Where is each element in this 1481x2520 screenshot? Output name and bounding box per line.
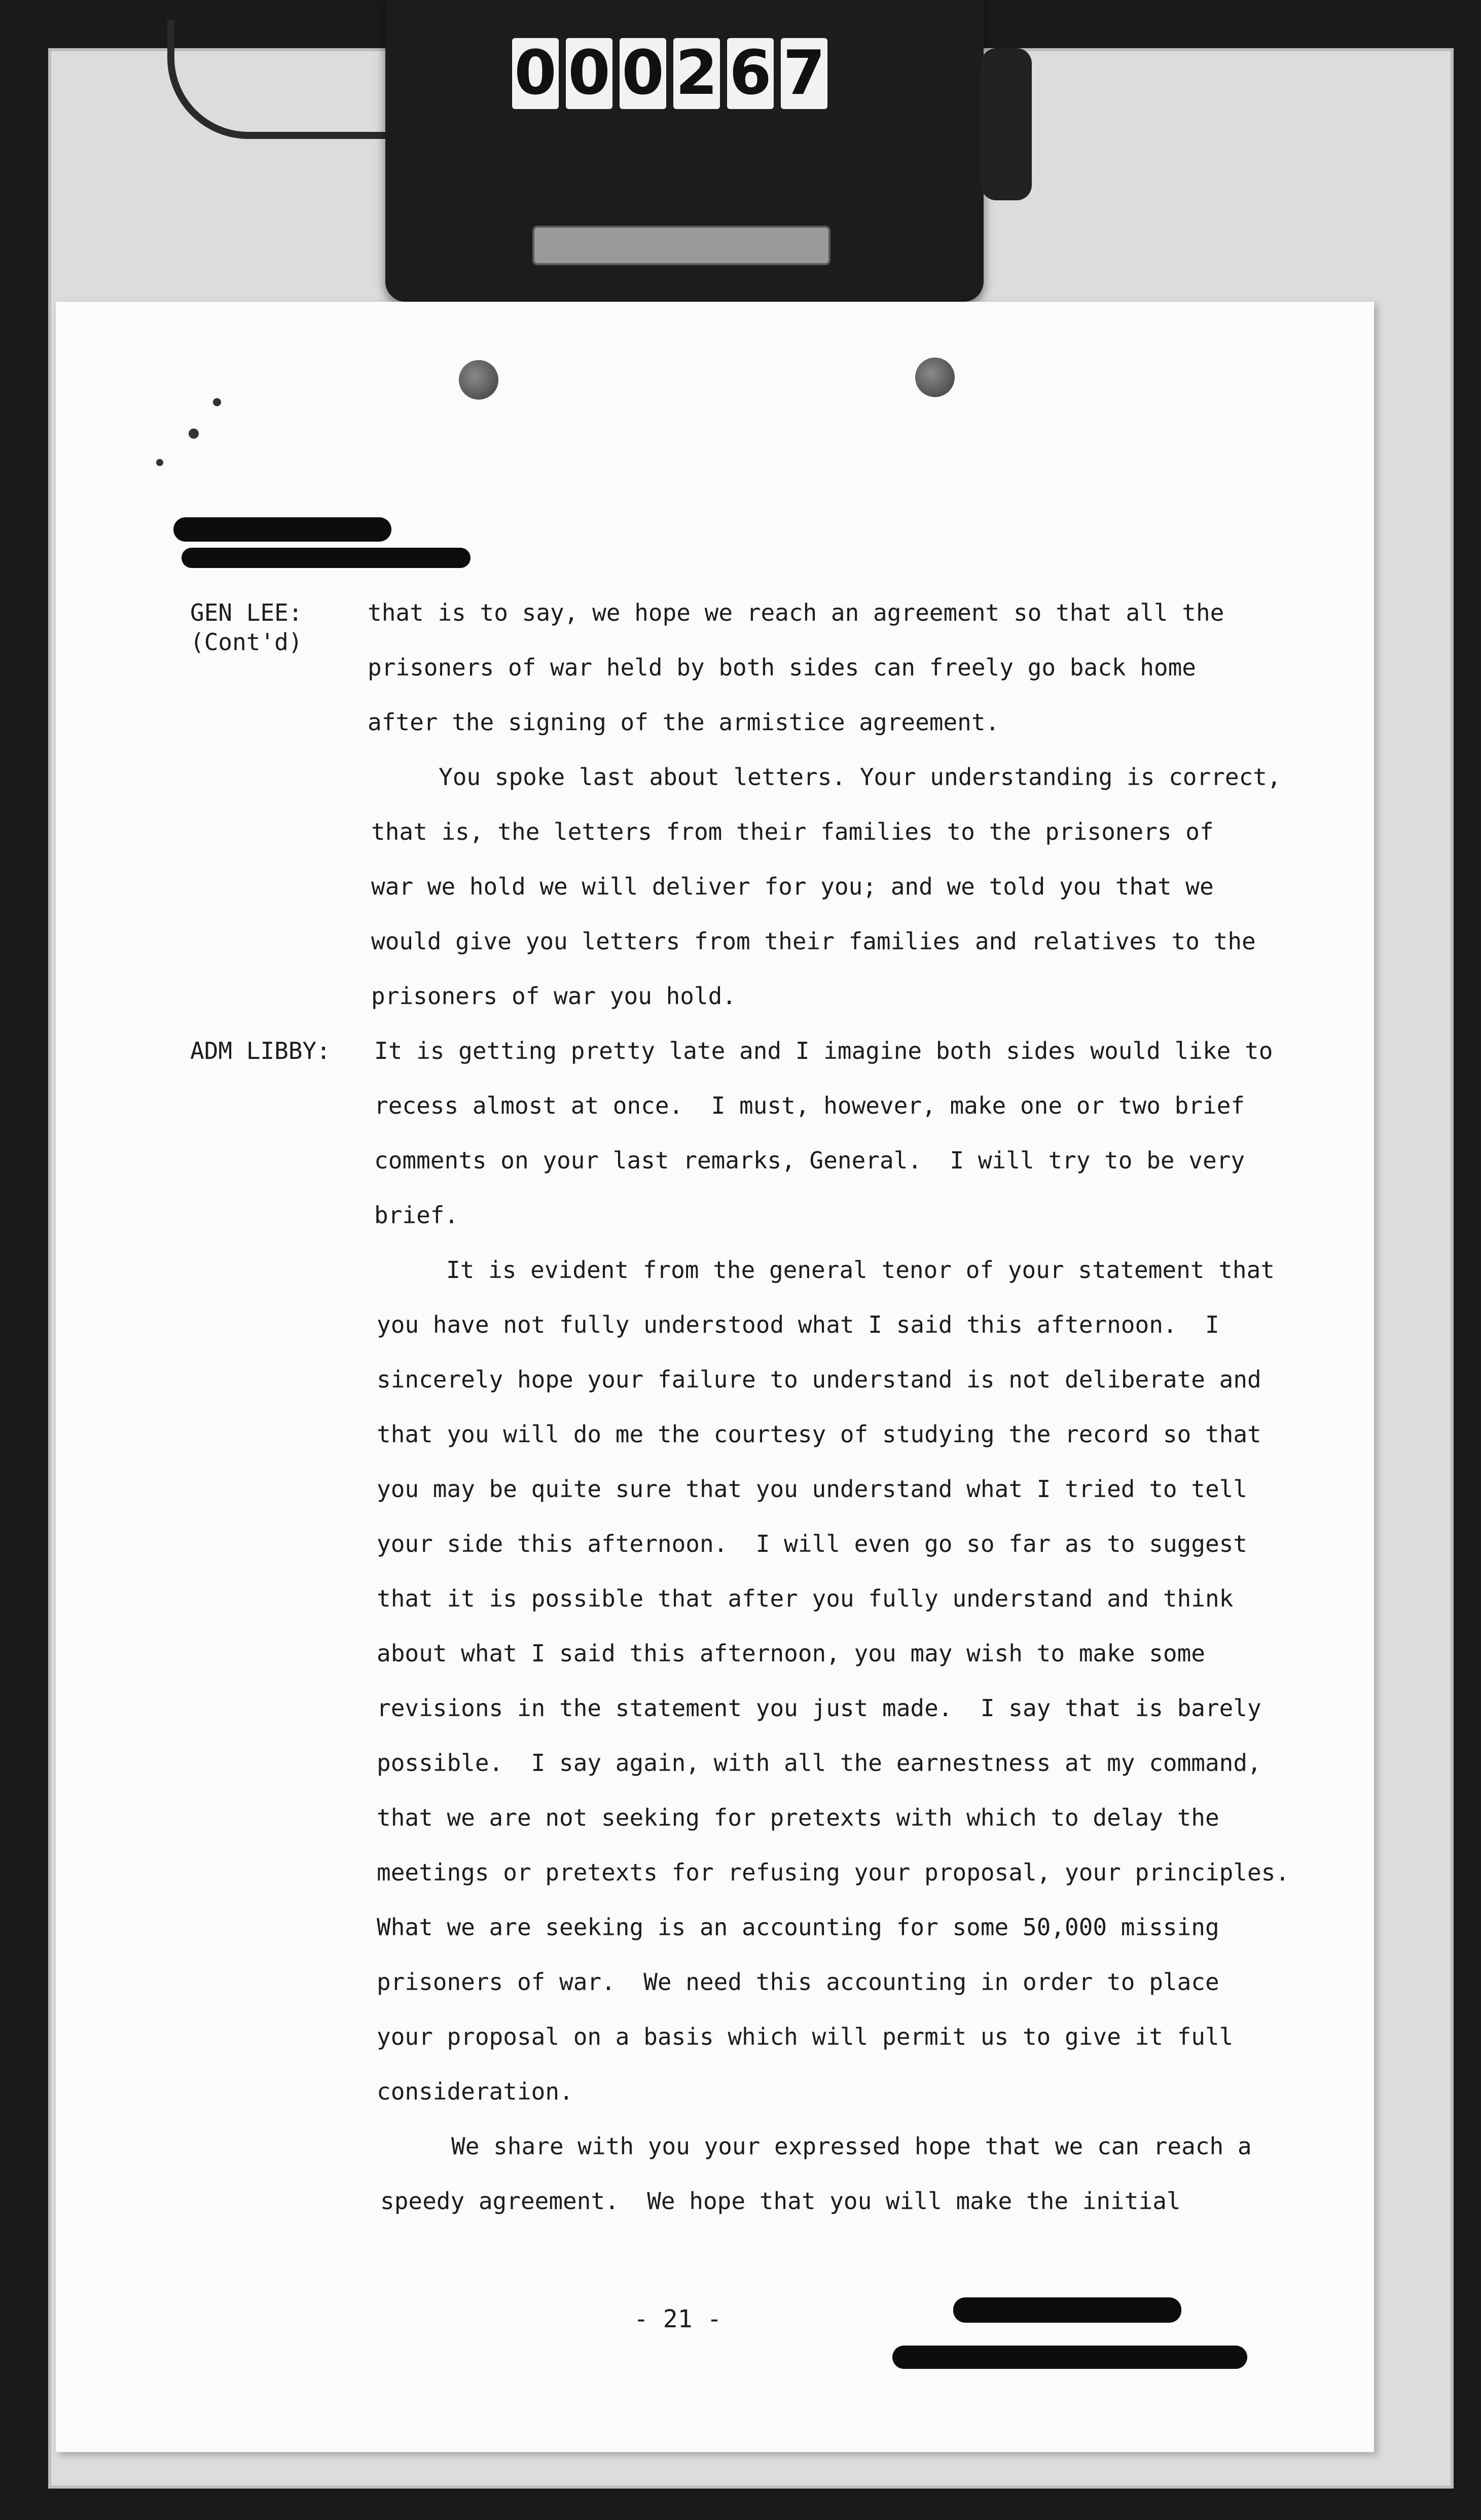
text-line: What we are seeking is an accounting for some 50,000 missing (377, 1913, 1219, 1941)
text-line: that we are not seeking for pretexts with which to delay the (377, 1804, 1219, 1831)
counter-digit: 0 (512, 38, 559, 109)
text-line: after the signing of the armistice agreement. (368, 708, 1000, 736)
speck (156, 459, 163, 466)
text-line: that it is possible that after you fully understand and think (377, 1585, 1234, 1612)
text-line: that you will do me the courtesy of studying the record so that (377, 1421, 1261, 1448)
counter-cable (167, 20, 408, 139)
text-line: revisions in the statement you just made. I say that is barely (377, 1694, 1261, 1722)
text-line: brief. (374, 1201, 459, 1229)
text-line: about what I said this afternoon, you may wish to make some (377, 1640, 1205, 1667)
punch-hole (459, 360, 498, 400)
text-line: recess almost at once. I must, however, make one or two brief (374, 1092, 1245, 1119)
text-line: sincerely hope your failure to understand is not deliberate and (377, 1366, 1261, 1393)
text-line: It is evident from the general tenor of your statement that (446, 1256, 1275, 1284)
counter-digit: 0 (566, 38, 612, 109)
text-line: possible. I say again, with all the earnestness at my command, (377, 1749, 1261, 1777)
redaction-bar (173, 517, 391, 542)
counter-digit: 0 (620, 38, 666, 109)
text-line: consideration. (377, 2078, 573, 2105)
page-number: - 21 - (634, 2305, 722, 2333)
document-page (56, 302, 1374, 2452)
speaker-label-adm-libby: ADM LIBBY: (190, 1037, 331, 1064)
speck (213, 398, 221, 406)
text-line: war we hold we will deliver for you; and we told you that we (371, 873, 1214, 900)
text-line: would give you letters from their families and relatives to the (371, 928, 1256, 955)
speaker-label-gen-lee: GEN LEE: (190, 599, 303, 626)
redaction-bar (953, 2297, 1181, 2323)
counter-plate (532, 226, 830, 265)
text-line: comments on your last remarks, General. I will try to be very (374, 1147, 1245, 1174)
counter-knob (981, 48, 1032, 200)
text-line: that is to say, we hope we reach an agreement so that all the (368, 599, 1224, 626)
text-line: We share with you your expressed hope that we can reach a (451, 2133, 1252, 2160)
text-line: you have not fully understood what I said this afternoon. I (377, 1311, 1219, 1338)
text-line: that is, the letters from their families to the prisoners of (371, 818, 1214, 845)
speaker-label-contd: (Cont'd) (190, 628, 303, 656)
text-line: speedy agreement. We hope that you will make the initial (380, 2187, 1181, 2215)
redaction-bar (892, 2346, 1247, 2369)
text-line: It is getting pretty late and I imagine both sides would like to (374, 1037, 1273, 1064)
counter-digit: 7 (781, 38, 827, 109)
redaction-bar (182, 548, 471, 568)
text-line: meetings or pretexts for refusing your proposal, your principles. (377, 1859, 1290, 1886)
speck (189, 429, 199, 439)
text-line: your side this afternoon. I will even go so far as to suggest (377, 1530, 1248, 1557)
frame-counter (512, 38, 827, 114)
counter-digit: 2 (673, 38, 720, 109)
text-line: You spoke last about letters. Your understanding is correct, (439, 763, 1281, 791)
text-line: prisoners of war. We need this accounting in order to place (377, 1968, 1219, 1996)
punch-hole (915, 358, 955, 397)
text-line: prisoners of war held by both sides can freely go back home (368, 654, 1196, 681)
text-line: prisoners of war you hold. (371, 982, 737, 1010)
text-line: you may be quite sure that you understand what I tried to tell (377, 1475, 1248, 1503)
counter-digit: 6 (727, 38, 774, 109)
text-line: your proposal on a basis which will permit us to give it full (377, 2023, 1234, 2050)
